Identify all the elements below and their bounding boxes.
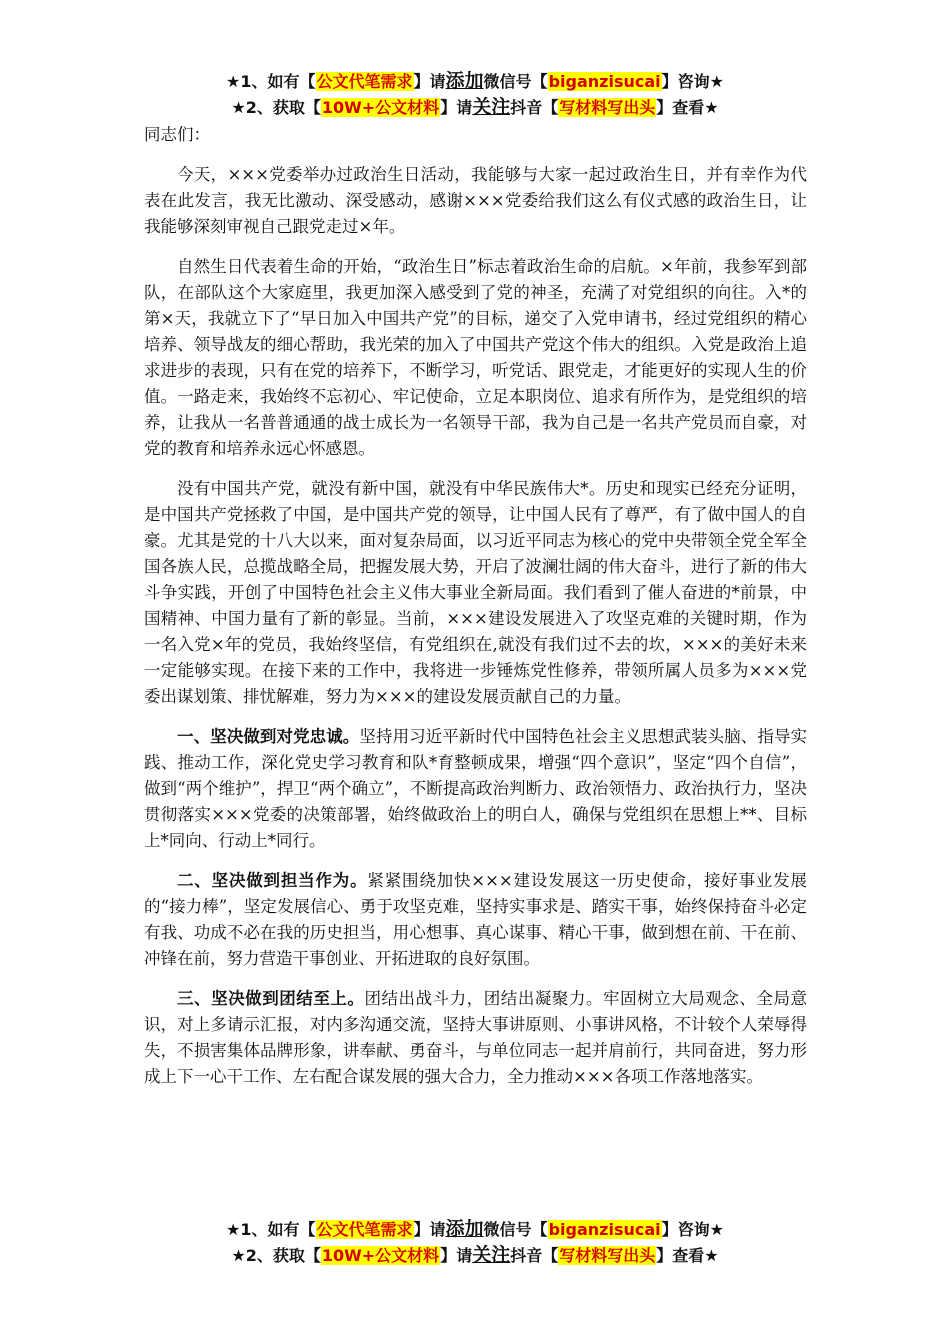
- paragraph-text: 团结出战斗力，团结出凝聚力。牢固树立大局观念、全局意识，对上多请示汇报，对内多沟通交流，坚持大事讲原则、小事讲风格，不计较个人荣辱得失，不损害集体品牌形象，讲奉献、勇奋斗，与单位同志一起并肩前行，共同奋进，努力形成上下一心干工作、左右配合谋发展的强大合力，全力推动×××各项工作落地落实。: [144, 989, 808, 1086]
- promo-line-1: [0, 68, 950, 94]
- promo-text: 】请: [440, 98, 473, 117]
- promo-suffix: 】查看★: [656, 98, 719, 117]
- promo-highlight: biganzisucai: [548, 72, 661, 91]
- promo-highlight: 10W+公文材料: [321, 1246, 440, 1265]
- paragraph-text: 今天，×××党委举办过政治生日活动，我能够与大家一起过政治生日，并有幸作为代表在此发言，我无比激动、深受感动，感谢×××党委给我们这么有仪式感的政治生日，让我能够深刻审视自己跟党走过×年。: [144, 165, 807, 236]
- promo-emphasis: 关注: [472, 96, 511, 118]
- promo-emphasis: 添加: [445, 1218, 484, 1240]
- document-body: [144, 122, 807, 1104]
- promo-highlight: 公文代笔需求: [316, 72, 413, 91]
- promo-suffix: 】咨询★: [661, 1220, 724, 1239]
- promo-highlight: 写材料写出头: [559, 1246, 656, 1265]
- salutation: 同志们：: [144, 125, 210, 144]
- promo-highlight: 写材料写出头: [559, 98, 656, 117]
- paragraph: [144, 162, 807, 240]
- paragraph: [144, 868, 807, 972]
- promo-emphasis: 关注: [472, 1244, 511, 1266]
- paragraph-text: 自然生日代表着生命的开始，“政治生日”标志着政治生命的启航。×年前，我参军到部队，在部队这个大家庭里，我更加深入感受到了党的神圣，充满了对党组织的向往。入*的第×天，我就立下了“早日加入中国共产党”的目标，递交了入党申请书，经过党组织的精心培养、领导战友的细心帮助，我光荣的加入了中国共产党这个伟大的组织。入党是政治上追求进步的表现，只有在党的培养下，不断学习，听党话、跟党走，才能更好的实现人生的价值。一路走来，我始终不忘初心、牢记使命，立足本职岗位、追求有所作为，是党组织的培养，让我从一名普普通通的战士成长为一名领导干部，我为自己是一名共产党员而自豪，对党的教育和培养永远心怀感恩。: [144, 257, 807, 458]
- promo-highlight: 公文代笔需求: [316, 1220, 413, 1239]
- section-heading-unity: 三、坚决做到团结至上。: [177, 989, 365, 1008]
- promo-text: 抖音【: [510, 98, 559, 117]
- promo-highlight: 10W+公文材料: [321, 98, 440, 117]
- promo-highlight: biganzisucai: [548, 1220, 661, 1239]
- promo-prefix: ★1、如有【: [226, 72, 316, 91]
- promo-line-2: [0, 94, 950, 120]
- section-heading-loyalty: 一、坚决做到对党忠诚。: [177, 727, 360, 746]
- paragraph-text: 紧紧围绕加快×××建设发展这一历史使命，接好事业发展的“接力棒”，坚定发展信心、勇于攻坚克难，坚持实事求是、踏实干事，始终保持奋斗必定有我、功成不必在我的历史担当，用心想事、真心谋事、精心干事，做到想在前、干在前、冲锋在前，努力营造干事创业、开拓进取的良好氛围。: [144, 871, 807, 968]
- paragraph: [144, 254, 807, 462]
- promo-emphasis: 添加: [445, 70, 484, 92]
- promo-banner-top: [0, 68, 950, 120]
- section-heading-responsibility: 二、坚决做到担当作为。: [177, 871, 368, 890]
- paragraph-text: 坚持用习近平新时代中国特色社会主义思想武装头脑、指导实践、推动工作，深化党史学习教育和队*育整顿成果，增强“四个意识”，坚定“四个自信”，做到“两个维护”，捍卫“两个确立”，不断提高政治判断力、政治领悟力、政治执行力，坚决贯彻落实×××党委的决策部署，始终做政治上的明白人，确保与党组织在思想上**、目标上*同向、行动上*同行。: [144, 727, 808, 850]
- paragraph-text: 没有中国共产党，就没有新中国，就没有中华民族伟大*。历史和现实已经充分证明，是中国共产党拯救了中国，是中国共产党的领导，让中国人民有了尊严，有了做中国人的自豪。尤其是党的十八大以来，面对复杂局面，以习近平同志为核心的党中央带领全党全军全国各族人民，总揽战略全局，把握发展大势，开启了波澜壮阔的伟大奋斗，进行了新的伟大斗争实践，开创了中国特色社会主义伟大事业全新局面。我们看到了催人奋进的*前景，中国精神、中国力量有了新的彰显。当前，×××建设发展进入了攻坚克难的关键时期，作为一名入党×年的党员，我始终坚信，有党组织在,就没有我们过不去的坎，×××的美好未来一定能够实现。在接下来的工作中，我将进一步锤炼党性修养，带领所属人员多为×××党委出谋划策、排忧解难，努力为×××的建设发展贡献自己的力量。: [144, 479, 807, 706]
- promo-line-2: [0, 1242, 950, 1268]
- promo-banner-bottom: [0, 1216, 950, 1268]
- paragraph: [144, 476, 807, 710]
- promo-line-1: [0, 1216, 950, 1242]
- promo-text: 】请: [413, 1220, 446, 1239]
- promo-prefix: ★2、获取【: [231, 1246, 321, 1265]
- promo-text: 微信号【: [483, 1220, 548, 1239]
- promo-text: 】请: [440, 1246, 473, 1265]
- promo-suffix: 】咨询★: [661, 72, 724, 91]
- paragraph: [144, 724, 807, 854]
- paragraph: [144, 986, 807, 1090]
- promo-text: 抖音【: [510, 1246, 559, 1265]
- promo-text: 】请: [413, 72, 446, 91]
- promo-prefix: ★1、如有【: [226, 1220, 316, 1239]
- promo-text: 微信号【: [483, 72, 548, 91]
- promo-suffix: 】查看★: [656, 1246, 719, 1265]
- promo-prefix: ★2、获取【: [231, 98, 321, 117]
